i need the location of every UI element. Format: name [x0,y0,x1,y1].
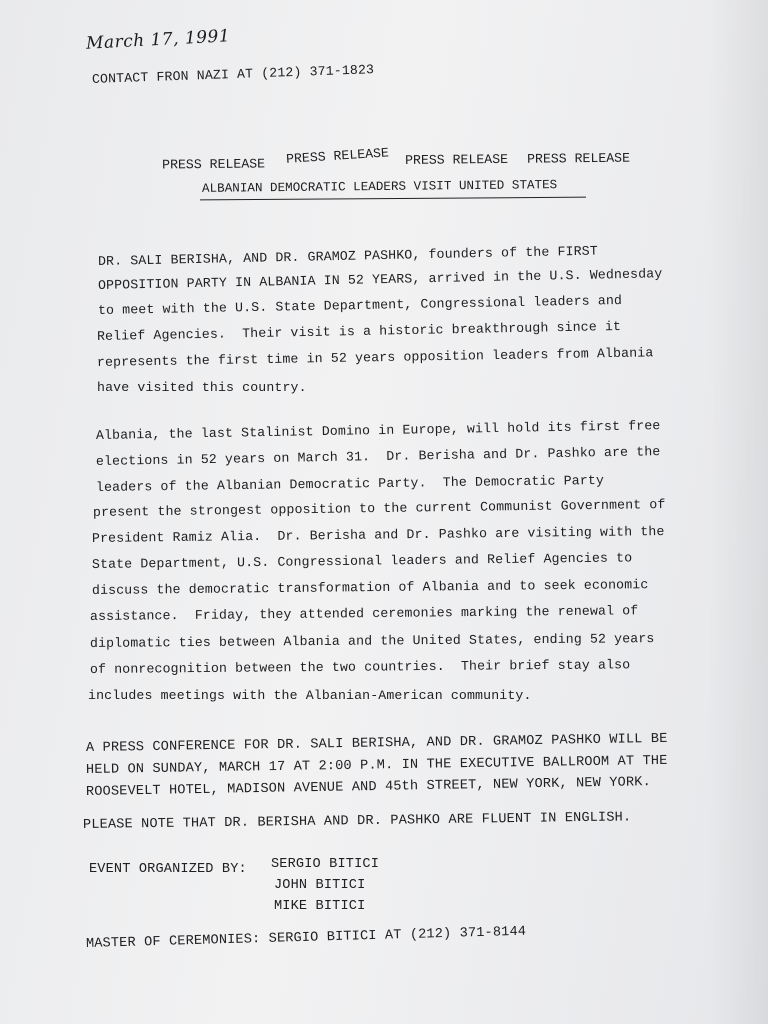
headline-underline [200,197,586,201]
paragraph-line: to meet with the U.S. State Department, Congressional leaders and [97,292,623,318]
press-release-label: PRESS RELEASE [527,150,631,167]
organizer-name: MIKE BITICI [274,899,366,914]
paragraph-line: Albania, the last Stalinist Domino in Europe, will hold its first free [95,418,661,443]
paragraph-line: diplomatic ties between Albania and the United States, ending 52 years [89,631,655,651]
paragraph-line: OPPOSITION PARTY IN ALBANIA IN 52 YEARS, arrived in the U.S. Wednesday [97,266,663,293]
paragraph-line: discuss the democratic transformation of Albania and to seek economic [91,577,649,598]
paragraph-line: assistance. Friday, they attended ceremonies marking the renewal of [89,603,639,624]
press-release-label: PRESS RELEASE [162,156,266,173]
paragraph-line: leaders of the Albanian Democratic Party. The Democratic Party [95,472,605,495]
paragraph-line: ROOSEVELT HOTEL, MADISON AVENUE AND 45th STREET, NEW YORK, NEW YORK. [85,775,651,800]
fluency-note: PLEASE NOTE THAT DR. BERISHA AND DR. PASHKO ARE FLUENT IN ENGLISH. [82,810,632,833]
paragraph-line: present the strongest opposition to the current Communist Government of [92,497,666,520]
contact-line: CONTACT FRON NAZI AT (212) 371-1823 [91,62,375,87]
paragraph-line: President Ramiz Alia. Dr. Berisha and Dr. Pashko are visiting with the [91,524,665,546]
paragraph-line: DR. SALI BERISHA, AND DR. GRAMOZ PASHKO, founders of the FIRST [97,243,599,269]
headline: ALBANIAN DEMOCRATIC LEADERS VISIT UNITED STATES [201,178,558,196]
handwritten-date: March 17, 1991 [85,26,231,54]
paragraph-line: Relief Agencies. Their visit is a historic breakthrough since it [96,318,622,344]
press-release-label: PRESS RELEASE [285,145,390,167]
press-release-header [162,145,642,173]
organizers-label: EVENT ORGANIZED BY: [89,862,247,877]
paragraph-line: HELD ON SUNDAY, MARCH 17 AT 2:00 P.M. IN THE EXECUTIVE BALLROOM AT THE [85,753,668,778]
press-release-label: PRESS RELEASE [405,151,509,168]
master-of-ceremonies: MASTER OF CEREMONIES: SERGIO BITICI AT (212) 371-8144 [85,924,527,952]
paragraph-line: includes meetings with the Albanian-American community. [88,688,532,703]
paragraph-line: of nonrecognition between the two countries. Their brief stay also [89,657,631,677]
organizer-name: JOHN BITICI [274,878,366,893]
paragraph-line: have visited this country. [97,380,307,395]
paragraph-line: elections in 52 years on March 31. Dr. Berisha and Dr. Pashko are the [95,444,661,469]
page-shadow [708,0,768,1024]
paragraph-line: represents the first time in 52 years opposition leaders from Albania [96,345,654,370]
organizer-name: SERGIO BITICI [271,857,379,872]
paragraph-line: State Department, U.S. Congressional leaders and Relief Agencies to [91,550,633,572]
paragraph-line: A PRESS CONFERENCE FOR DR. SALI BERISHA, AND DR. GRAMOZ PASHKO WILL BE [85,731,668,756]
